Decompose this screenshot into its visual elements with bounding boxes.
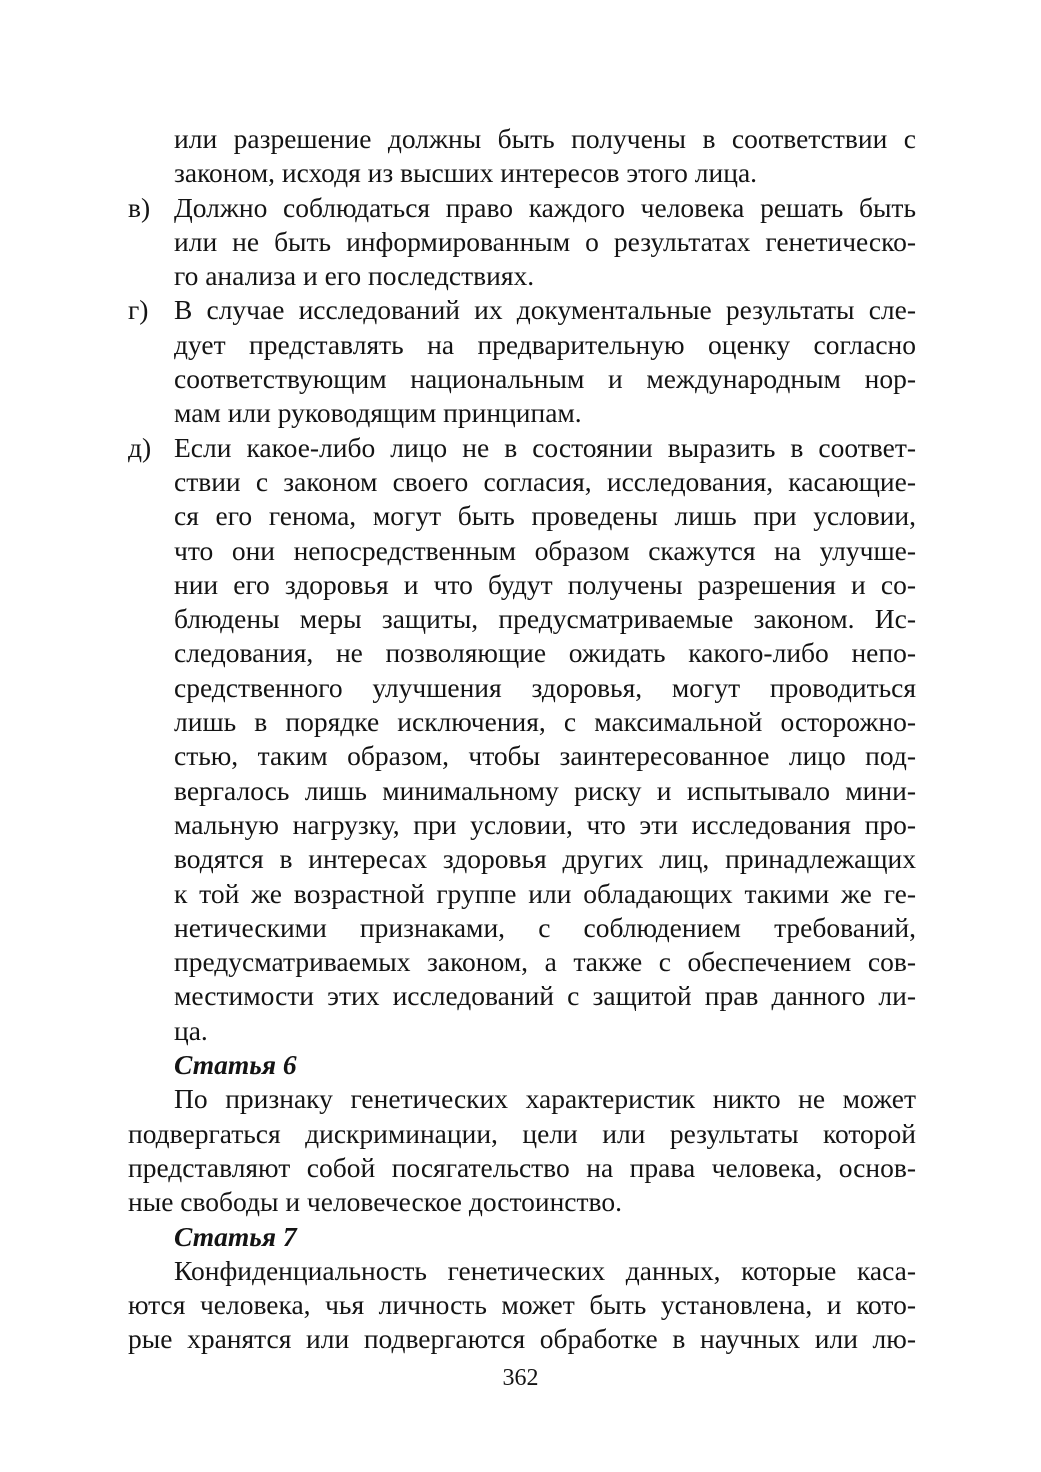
- text-line: [128, 1151, 916, 1185]
- text-line: [128, 1322, 916, 1356]
- text-line: [128, 534, 916, 568]
- line-text: стью, таким образом, чтобы заинтересованное лицо под-: [174, 740, 916, 772]
- page-number: 362: [502, 1365, 539, 1391]
- text-line: [128, 705, 916, 739]
- line-text: нетическими признаками, с соблюдением требований,: [174, 911, 916, 943]
- line-text: к той же возрастной группе или обладающих такими же ге-: [174, 877, 916, 909]
- text-line: [128, 1185, 916, 1219]
- line-text: Статья 6: [174, 1049, 297, 1081]
- line-text: Должно соблюдаться право каждого человека решать быть: [174, 191, 916, 223]
- line-text: ся его генома, могут быть проведены лишь при условии,: [174, 500, 916, 532]
- line-text: мальную нагрузку, при условии, что эти исследования про-: [174, 808, 916, 840]
- text-line: [128, 877, 916, 911]
- text-line: [128, 328, 916, 362]
- list-marker: д): [128, 431, 152, 463]
- text-line: [128, 739, 916, 773]
- line-text: или не быть информированным о результатах генетическо-: [174, 225, 916, 257]
- text-line: [128, 945, 916, 979]
- line-text: или разрешение должны быть получены в соответствии с: [174, 123, 916, 154]
- document-body: [128, 122, 916, 1357]
- line-text: дует представлять на предварительную оценку согласно: [174, 328, 916, 360]
- line-text: представляют собой посягательство на права человека, основ-: [128, 1151, 916, 1183]
- text-line: [128, 1288, 916, 1322]
- article-heading: [128, 1048, 916, 1082]
- text-line: [128, 568, 916, 602]
- text-line: [128, 396, 916, 430]
- line-text: рые хранятся или подвергаются обработке в научных или лю-: [128, 1323, 916, 1355]
- text-line: [128, 122, 916, 156]
- text-line: [128, 293, 916, 327]
- line-text: нии его здоровья и что будут получены разрешения и со-: [174, 568, 916, 600]
- line-text: ные свободы и человеческое достоинство.: [128, 1186, 622, 1218]
- text-line: [128, 774, 916, 808]
- line-text: По признаку генетических характеристик никто не может: [174, 1083, 916, 1115]
- line-text: Статья 7: [174, 1220, 297, 1252]
- text-line: [128, 499, 916, 533]
- line-text: блюдены меры защиты, предусматриваемые законом. Ис-: [174, 603, 916, 635]
- text-line: [128, 1254, 916, 1288]
- article-heading: [128, 1220, 916, 1254]
- line-text: водятся в интересах здоровья других лиц, принадлежащих: [174, 843, 916, 875]
- line-text: средственного улучшения здоровья, могут проводиться: [174, 671, 916, 703]
- line-text: В случае исследований их документальные результаты сле-: [174, 294, 916, 326]
- line-text: лишь в порядке исключения, с максимальной осторожно-: [174, 706, 916, 738]
- text-line: [128, 911, 916, 945]
- text-line: [128, 602, 916, 636]
- text-line: [128, 979, 916, 1013]
- document-page: [128, 122, 916, 1357]
- text-line: [128, 191, 916, 225]
- text-line: [128, 636, 916, 670]
- text-line: [128, 225, 916, 259]
- text-line: [128, 671, 916, 705]
- line-text: Конфиденциальность генетических данных, которые каса-: [174, 1254, 916, 1286]
- text-line: [128, 362, 916, 396]
- line-text: ца.: [174, 1014, 208, 1046]
- text-line: [128, 1014, 916, 1048]
- text-line: [128, 842, 916, 876]
- line-text: местимости этих исследований с защитой прав данного ли-: [174, 980, 916, 1012]
- line-text: го анализа и его последствиях.: [174, 260, 535, 292]
- line-text: ствии с законом своего согласия, исследования, касающие-: [174, 465, 916, 497]
- text-line: [128, 1082, 916, 1116]
- line-text: следования, не позволяющие ожидать какого-либо непо-: [174, 637, 916, 669]
- text-line: [128, 431, 916, 465]
- line-text: законом, исходя из высших интересов этого лица.: [174, 157, 758, 189]
- line-text: предусматриваемых законом, а также с обеспечением сов-: [174, 946, 916, 978]
- line-text: ются человека, чья личность может быть установлена, и кото-: [128, 1289, 916, 1321]
- line-text: что они непосредственным образом скажутся на улучше-: [174, 534, 916, 566]
- text-line: [128, 259, 916, 293]
- text-line: [128, 1117, 916, 1151]
- text-line: [128, 465, 916, 499]
- text-line: [128, 156, 916, 190]
- text-line: [128, 808, 916, 842]
- line-text: соответствующим национальным и международным нор-: [174, 363, 916, 395]
- list-marker: г): [128, 294, 149, 326]
- list-marker: в): [128, 191, 151, 223]
- line-text: Если какое-либо лицо не в состоянии выразить в соответ-: [174, 431, 916, 463]
- line-text: подвергаться дискриминации, цели или результаты которой: [128, 1117, 916, 1149]
- line-text: вергалось лишь минимальному риску и испытывало мини-: [174, 774, 916, 806]
- line-text: мам или руководящим принципам.: [174, 397, 582, 429]
